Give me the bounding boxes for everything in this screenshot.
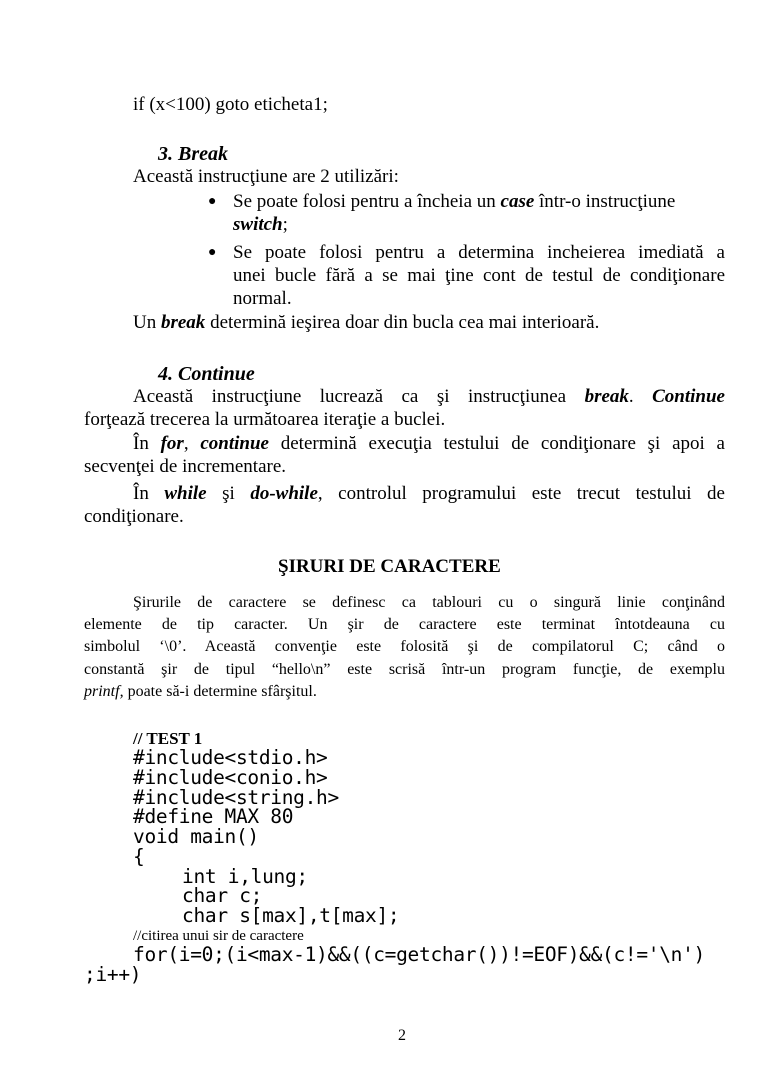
code-line: #include<stdio.h> bbox=[133, 746, 328, 769]
continue-heading: 4. Continue bbox=[158, 363, 255, 385]
strings-line-3: simbolul ‘\0’. Această convenţie este folosită şi de compilatorul C; când o bbox=[84, 638, 725, 655]
code-line: { bbox=[133, 845, 145, 868]
break-heading: 3. Break bbox=[158, 143, 228, 165]
code-for-line: for(i=0;(i<max-1)&&((c=getchar())!=EOF)&&(c!='\n') bbox=[133, 943, 706, 966]
code-line: void main() bbox=[133, 825, 259, 848]
continue-p3-line-2: condiţionare. bbox=[84, 506, 184, 527]
break-bullet-1-line-2: switch; bbox=[233, 214, 288, 235]
bullet-icon: ● bbox=[208, 194, 217, 209]
code-comment: //citirea unui sir de caractere bbox=[133, 928, 304, 944]
code-line: char s[max],t[max]; bbox=[182, 904, 400, 927]
strings-line-4: constantă şir de tipul “hello\n” este scrisă într-un program funcţie, de exemplu bbox=[84, 661, 725, 678]
continue-p1-line-2: forţează trecerea la următoarea iteraţie a buclei. bbox=[84, 409, 446, 430]
break-note: Un break determină ieşirea doar din bucla cea mai interioară. bbox=[133, 312, 600, 333]
code-line: int i,lung; bbox=[182, 865, 308, 888]
continue-p1-line-1: Această instrucţiune lucrează ca şi instrucţiunea break. Continue bbox=[133, 386, 725, 407]
continue-p3-line-1: În while şi do-while, controlul programului este trecut testului de bbox=[133, 483, 725, 504]
break-bullet-1-line-1: Se poate folosi pentru a încheia un case într-o instrucţiune bbox=[233, 191, 676, 212]
strings-line-2: elemente de tip caracter. Un şir de caractere este terminat întotdeauna cu bbox=[84, 616, 725, 633]
strings-line-5: printf, poate să-i determine sfârşitul. bbox=[84, 683, 317, 700]
code-test-label: // TEST 1 bbox=[133, 729, 203, 748]
code-line: #include<string.h> bbox=[133, 786, 339, 809]
continue-p2-line-2: secvenţei de incrementare. bbox=[84, 456, 287, 477]
page-number: 2 bbox=[398, 1027, 406, 1044]
bullet-icon: ● bbox=[208, 245, 217, 260]
strings-title: ŞIRURI DE CARACTERE bbox=[278, 556, 501, 577]
code-for-continuation: ;i++) bbox=[84, 963, 142, 986]
code-line: #define MAX 80 bbox=[133, 805, 294, 828]
break-bullet-2-line-2: unei bucle fără a se mai ţine cont de testul de condiţionare bbox=[233, 265, 725, 286]
code-line: #include<conio.h> bbox=[133, 766, 328, 789]
break-intro: Această instrucţiune are 2 utilizări: bbox=[133, 166, 399, 187]
break-bullet-2-line-1: Se poate folosi pentru a determina incheierea imediată a bbox=[233, 242, 725, 263]
continue-p2-line-1: În for, continue determină execuţia testului de condiţionare şi apoi a bbox=[133, 433, 725, 454]
strings-line-1: Şirurile de caractere se definesc ca tablouri cu o singură linie conţinând bbox=[133, 594, 725, 611]
goto-line: if (x<100) goto eticheta1; bbox=[133, 94, 328, 115]
break-bullet-2-line-3: normal. bbox=[233, 288, 292, 309]
code-line: char c; bbox=[182, 884, 263, 907]
